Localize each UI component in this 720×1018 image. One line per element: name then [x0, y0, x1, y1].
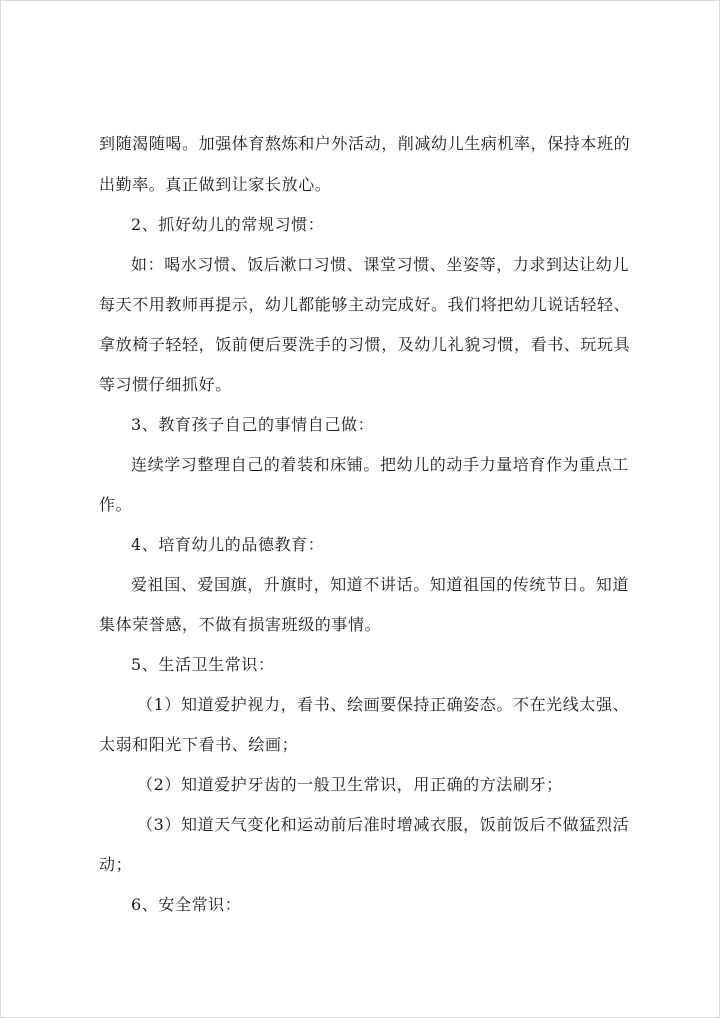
paragraph-line: 拿放椅子轻轻，饭前便后要洗手的习惯，及幼儿礼貌习惯，看书、玩玩具: [99, 335, 631, 354]
paragraph-line: 出勤率。真正做到让家长放心。: [99, 175, 332, 194]
paragraph-line: 等习惯仔细抓好。: [99, 375, 232, 394]
section-heading-4: 4、培育幼儿的品德教育：: [131, 535, 325, 554]
list-item-line: 动；: [99, 855, 133, 874]
paragraph-line: 作。: [99, 495, 133, 514]
paragraph-line: 如：喝水习惯、饭后漱口习惯、课堂习惯、坐姿等，力求到达让幼儿: [131, 255, 630, 274]
list-item-line: （1）知道爱护视力，看书、绘画要保持正确姿态。不在光线太强、: [137, 695, 630, 714]
section-heading-2: 2、抓好幼儿的常规习惯：: [131, 215, 325, 234]
section-heading-5: 5、生活卫生常识：: [131, 655, 275, 674]
list-item-line: （3）知道天气变化和运动前后准时增减衣服，饭前饭后不做猛烈活: [137, 815, 630, 834]
paragraph-line: 集体荣誉感，不做有损害班级的事情。: [99, 615, 382, 634]
paragraph-line: 爱祖国、爱国旗，升旗时，知道不讲话。知道祖国的传统节日。知道: [131, 575, 630, 594]
list-item-line: （2）知道爱护牙齿的一般卫生常识，用正确的方法刷牙；: [137, 775, 563, 794]
paragraph-line: 每天不用教师再提示，幼儿都能够主动完成好。我们将把幼儿说话轻轻、: [99, 295, 631, 314]
paragraph-line: 到随渴随喝。加强体育熬炼和户外活动，削减幼儿生病机率，保持本班的: [99, 134, 631, 153]
section-heading-6: 6、安全常识：: [131, 895, 242, 914]
list-item-line: 太弱和阳光下看书、绘画；: [99, 735, 299, 754]
section-heading-3: 3、教育孩子自己的事情自己做：: [131, 415, 375, 434]
paragraph-line: 连续学习整理自己的着装和床铺。把幼儿的动手力量培育作为重点工: [131, 455, 630, 474]
